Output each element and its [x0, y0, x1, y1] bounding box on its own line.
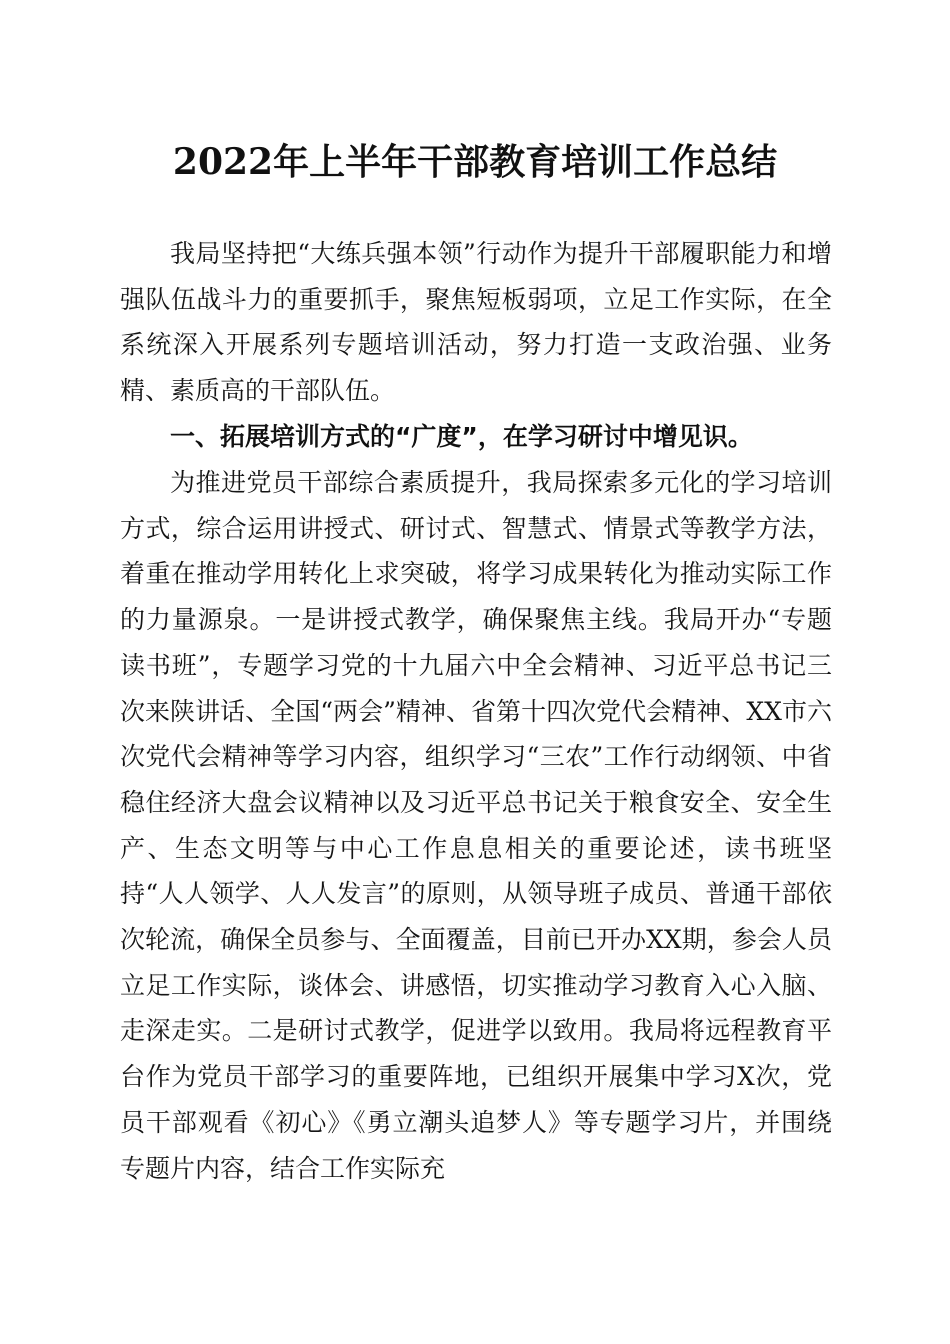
section-heading: 一、拓展培训方式的“广度”，在学习研讨中增见识。	[170, 422, 753, 451]
intro-paragraph: 我局坚持把“大练兵强本领”行动作为提升干部履职能力和增强队伍战斗力的重要抓手，聚焦短板弱项，立足工作实际，在全系统深入开展系列专题培训活动，努力打造一支政治强、业务精、素质高的干部队伍。	[120, 239, 832, 406]
document-title: 2022年上半年干部教育培训工作总结	[172, 141, 778, 183]
section-paragraph: 为推进党员干部综合素质提升，我局探索多元化的学习培训方式，综合运用讲授式、研讨式、智慧式、情景式等教学方法，着重在推动学用转化上求突破，将学习成果转化为推动实际工作的力量源泉。一是讲授式教学，确保聚焦主线。我局开办“专题读书班”，专题学习党的十九届六中全会精神、习近平总书记三次来陕讲话、全国“两会”精神、省第十四次党代会精神、XX市六次党代会精神等学习内容，组织学习“三农”工作行动纲领、中省稳住经济大盘会议精神以及习近平总书记关于粮食安全、安全生产、生态文明等与中心工作息息相关的重要论述，读书班坚持“人人领学、人人发言”的原则，从领导班子成员、普通干部依次轮流，确保全员参与、全面覆盖，目前已开办XX期，参会人员立足工作实际，谈体会、讲感悟，切实推动学习教育入心入脑、走深走实。二是研讨式教学，促进学以致用。我局将远程教育平台作为党员干部学习的重要阵地，已组织开展集中学习X次，党员干部观看《初心》《勇立潮头追梦人》等专题学习片，并围绕专题片内容，结合工作实际充	[120, 468, 832, 1183]
